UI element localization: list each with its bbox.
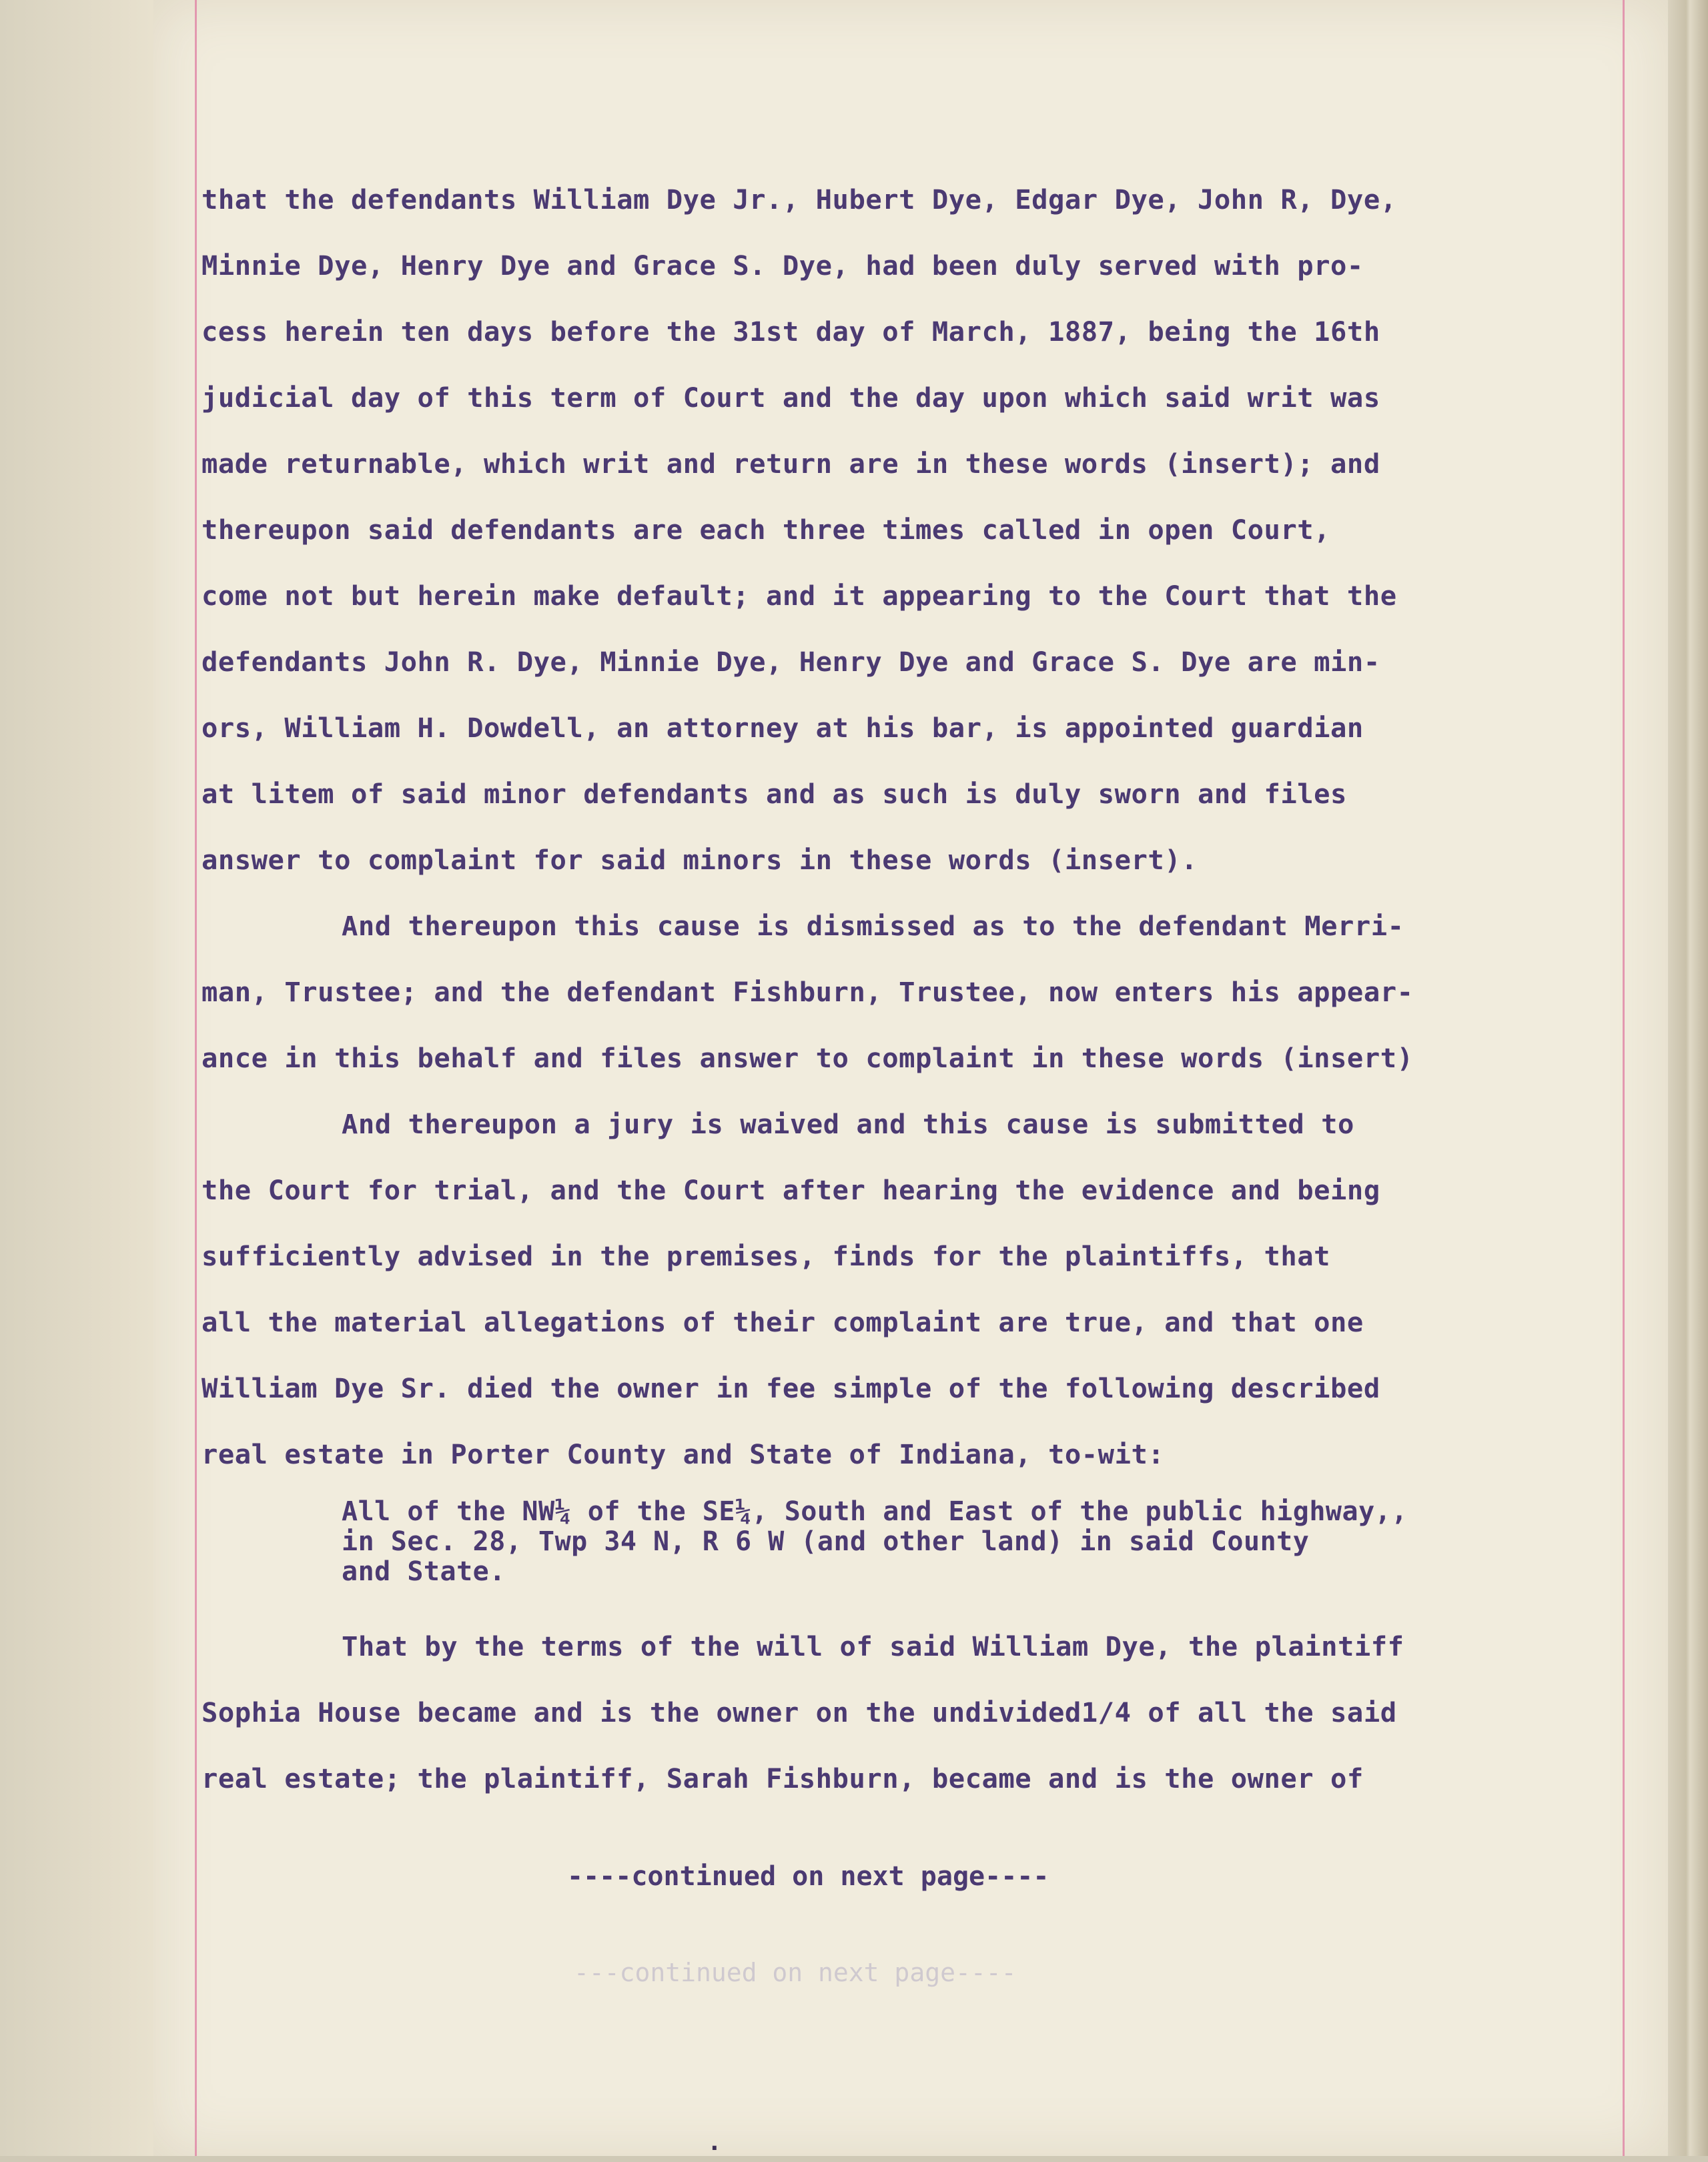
text-line: come not but herein make default; and it appearing to the Court that the xyxy=(201,580,1397,612)
text-line: thereupon said defendants are each three times called in open Court, xyxy=(201,514,1331,546)
document-body xyxy=(201,167,1663,1812)
page-edge xyxy=(1668,0,1708,2156)
text-line: ance in this behalf and files answer to complaint in these words (insert) xyxy=(201,1042,1414,1074)
text-line: Sophia House became and is the owner on the undivided1/4 of all the said xyxy=(201,1696,1397,1728)
text-line: cess herein ten days before the 31st day of March, 1887, being the 16th xyxy=(201,316,1380,348)
quote-line: All of the NW¼ of the SE¼, South and East of the public highway,, xyxy=(342,1496,1408,1527)
left-margin-line xyxy=(195,0,197,2156)
text-line: sufficiently advised in the premises, finds for the plaintiffs, that xyxy=(201,1240,1331,1272)
paragraph-start-line: And thereupon a jury is waived and this cause is submitted to xyxy=(342,1108,1354,1140)
paragraph-start-line: And thereupon this cause is dismissed as to the defendant Merri- xyxy=(342,910,1404,942)
quote-line: in Sec. 28, Twp 34 N, R 6 W (and other land) in said County xyxy=(342,1526,1310,1557)
text-line: answer to complaint for said minors in these words (insert). xyxy=(201,844,1198,876)
text-line: the Court for trial, and the Court after hearing the evidence and being xyxy=(201,1174,1380,1206)
text-line: man, Trustee; and the defendant Fishburn, Trustee, now enters his appear- xyxy=(201,976,1414,1008)
text-line: real estate; the plaintiff, Sarah Fishburn, became and is the owner of xyxy=(201,1762,1364,1794)
text-line: that the defendants William Dye Jr., Hubert Dye, Edgar Dye, John R, Dye, xyxy=(201,183,1397,215)
continued-note: ----continued on next page---- xyxy=(567,1861,1049,1892)
text-line: ors, William H. Dowdell, an attorney at his bar, is appointed guardian xyxy=(201,712,1364,744)
text-line: William Dye Sr. died the owner in fee simple of the following described xyxy=(201,1372,1380,1404)
text-line: Minnie Dye, Henry Dye and Grace S. Dye, had been duly served with pro- xyxy=(201,249,1364,282)
text-line: defendants John R. Dye, Minnie Dye, Henry Dye and Grace S. Dye are min- xyxy=(201,646,1380,678)
text-line: judicial day of this term of Court and the day upon which said writ was xyxy=(201,382,1380,414)
land-description-block xyxy=(201,1497,1663,1587)
bleed-through-text: ---continued on next page---- xyxy=(574,1958,1017,1987)
ink-mark xyxy=(707,2135,734,2148)
text-line: made returnable, which writ and return are in these words (insert); and xyxy=(201,448,1380,480)
quote-line: and State. xyxy=(342,1556,506,1587)
paragraph-start-line: That by the terms of the will of said William Dye, the plaintiff xyxy=(342,1630,1404,1662)
text-line: at litem of said minor defendants and as such is duly sworn and files xyxy=(201,778,1347,810)
text-line: real estate in Porter County and State of Indiana, to-wit: xyxy=(201,1438,1165,1470)
text-line: all the material allegations of their complaint are true, and that one xyxy=(201,1306,1364,1338)
